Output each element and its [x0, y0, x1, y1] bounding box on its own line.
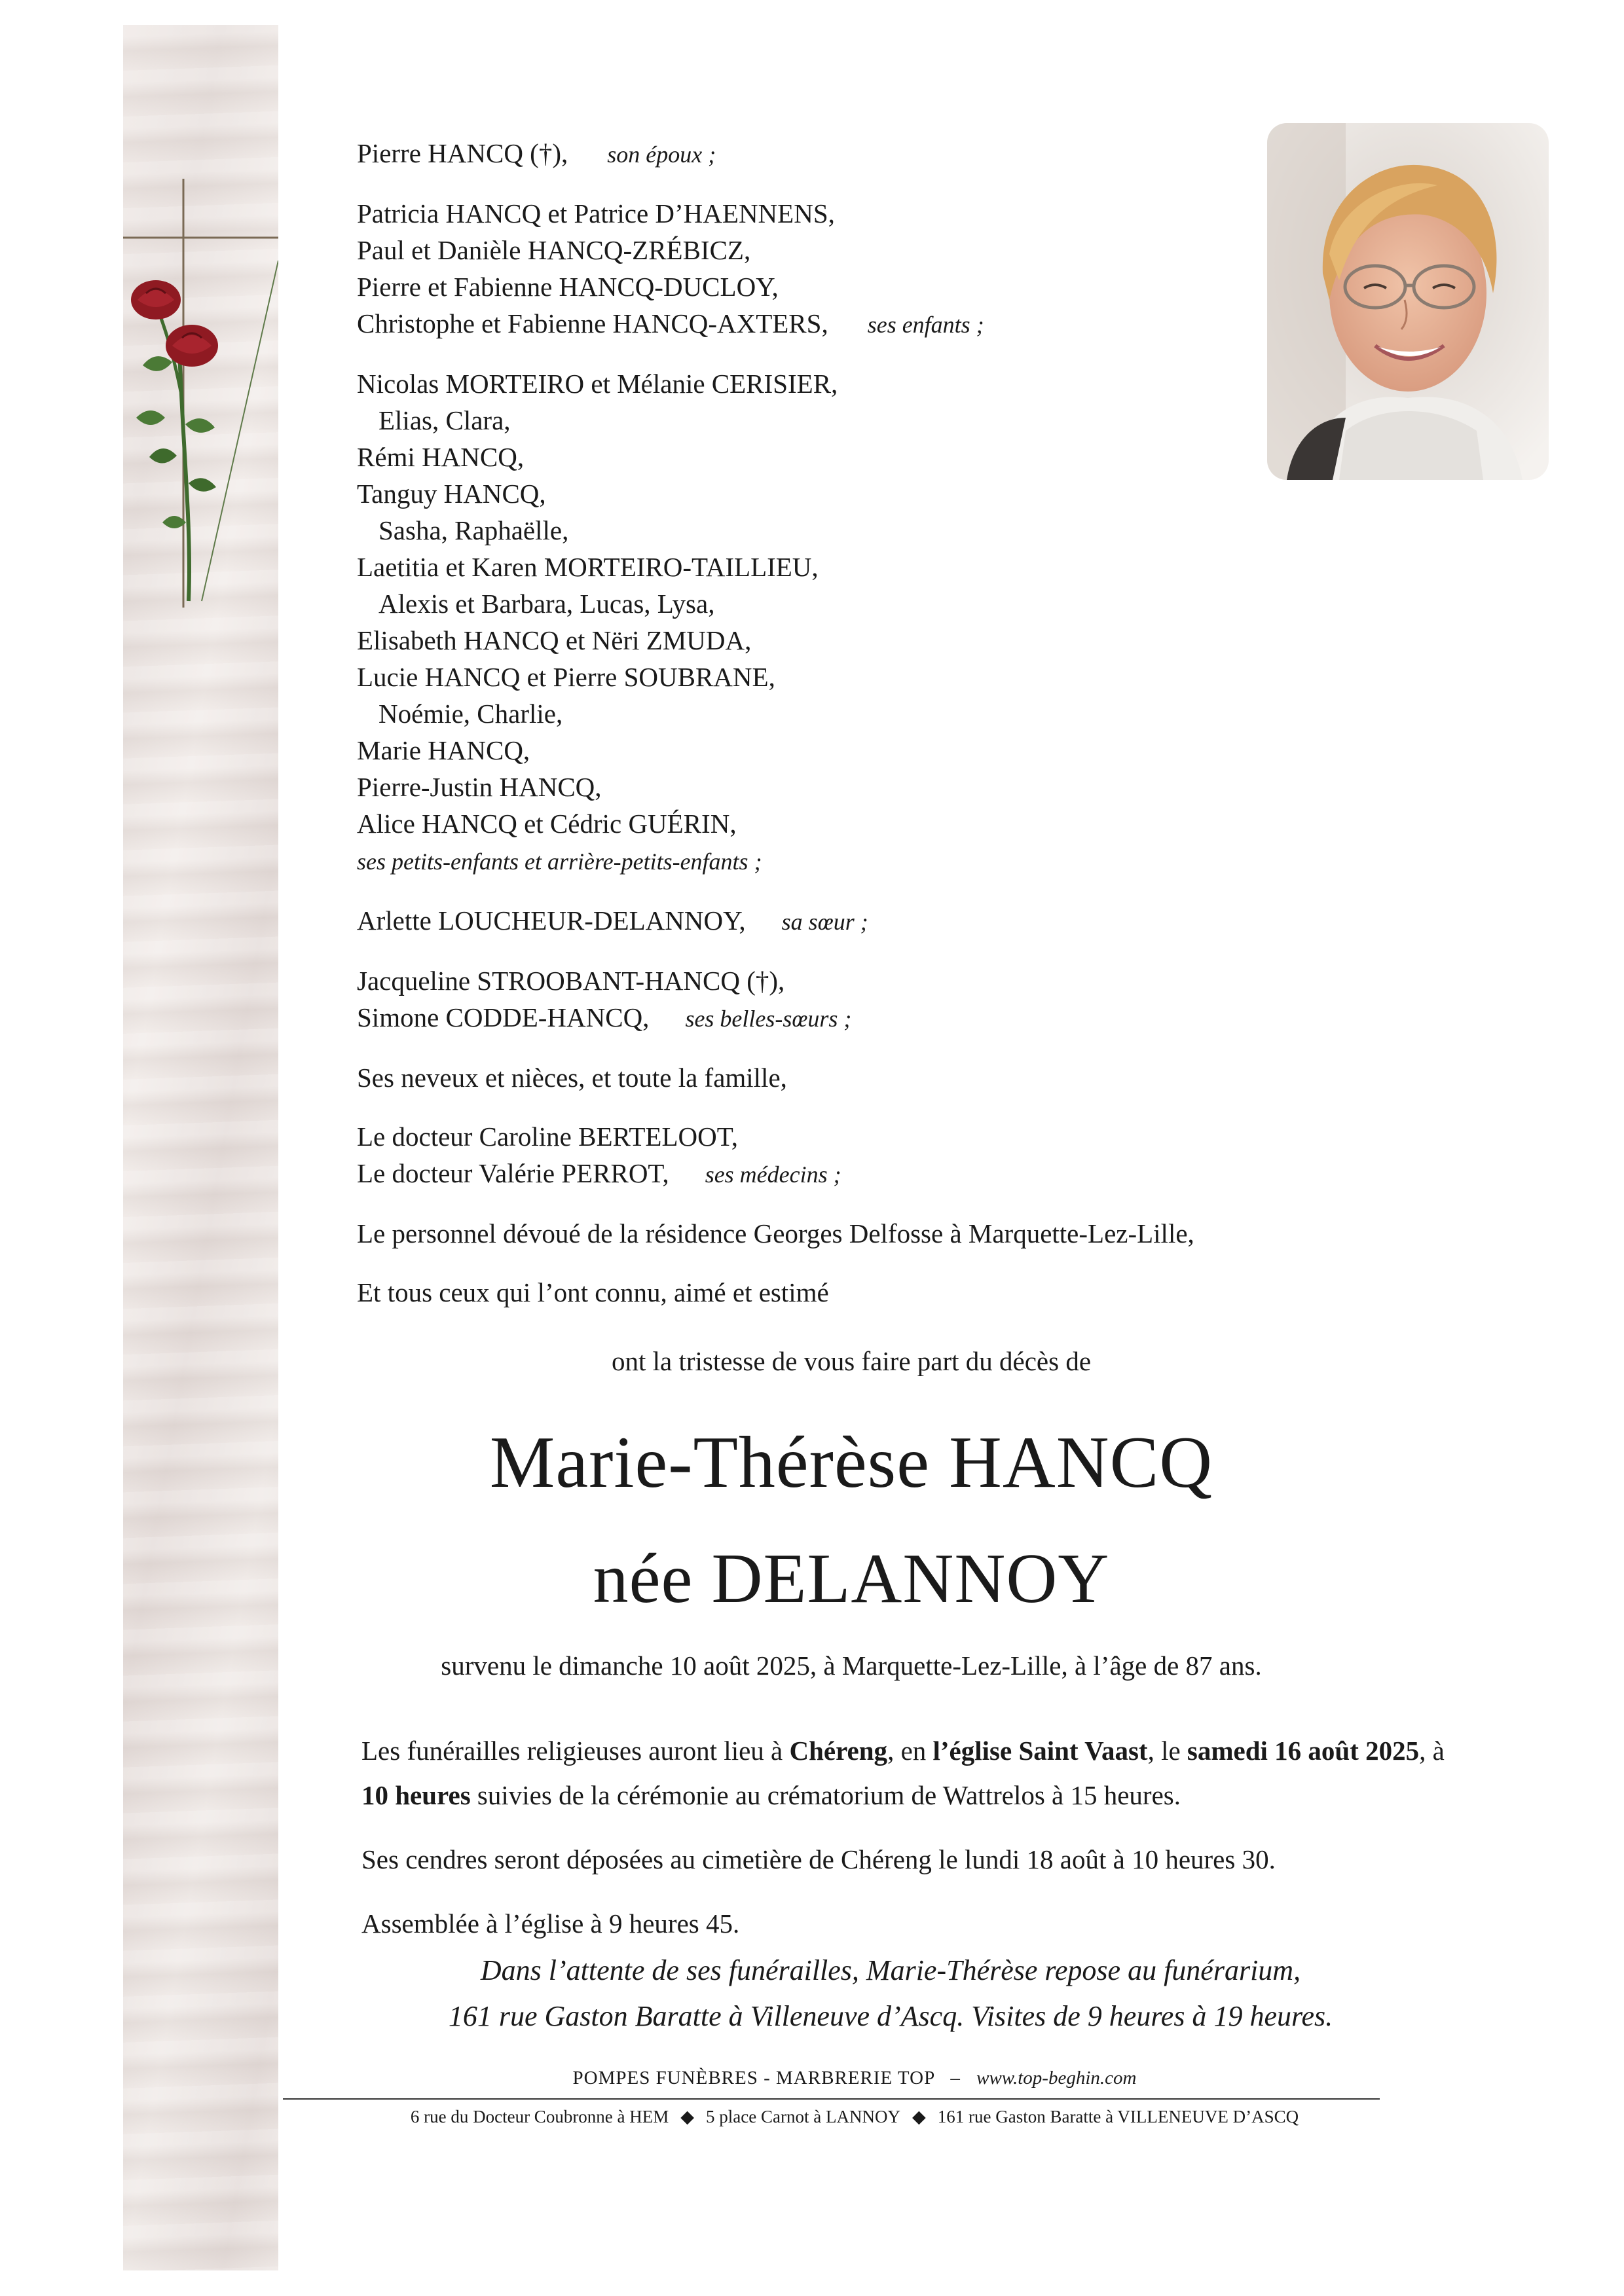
note-line-2: 161 rue Gaston Baratte à Villeneuve d’Ascq. Visites de 9 heures à 19 heures.	[448, 2000, 1333, 2032]
funeral-details	[361, 1728, 1475, 1946]
company-name: POMPES FUNÈBRES - MARBRERIE TOP	[572, 2068, 935, 2088]
family-list	[357, 135, 1287, 1311]
note-line-1: Dans l’attente de ses funérailles, Marie-Thérèse repose au funérarium,	[480, 1954, 1301, 1986]
spouse-line	[357, 135, 1287, 173]
doctor-name: Le docteur Valérie PERROT,	[357, 1158, 669, 1188]
sister-in-law-line	[357, 999, 1287, 1037]
footer-divider	[283, 2098, 1380, 2100]
grandchild-line: Noémie, Charlie,	[378, 699, 563, 729]
sister-role: sa sœur ;	[781, 909, 868, 935]
child-line: Pierre et Fabienne HANCQ-DUCLOY,	[357, 272, 779, 302]
announcement: ont la tristesse de vous faire part du décès de	[611, 1346, 1092, 1376]
sisters-in-law-role: ses belles-sœurs ;	[685, 1006, 852, 1032]
grandchild-line: Elias, Clara,	[378, 405, 511, 435]
grandchild-line: Tanguy HANCQ,	[357, 479, 546, 509]
footer-addresses	[0, 2107, 1624, 2127]
doctors-role: ses médecins ;	[705, 1161, 841, 1188]
grandchild-line: Laetitia et Karen MORTEIRO-TAILLIEU,	[357, 552, 819, 582]
sister-line	[357, 902, 1287, 940]
sister-in-law-name: Simone CODDE-HANCQ,	[357, 1002, 650, 1032]
address-hem: 6 rue du Docteur Coubronne à HEM	[410, 2107, 669, 2126]
child-line	[357, 305, 1287, 343]
address-lannoy: 5 place Carnot à LANNOY	[706, 2107, 900, 2126]
funeral-time: 10 heures	[361, 1780, 471, 1810]
spouse-role: son époux ;	[607, 141, 716, 168]
deceased-maiden-name: née DELANNOY	[593, 1540, 1110, 1618]
address-villeneuve: 161 rue Gaston Baratte à VILLENEUVE D’ASCQ	[937, 2107, 1299, 2126]
grandchildren-role: ses petits-enfants et arrière-petits-enfants ;	[357, 848, 762, 875]
others-line: Et tous ceux qui l’ont connu, aimé et estimé	[357, 1277, 829, 1307]
nephews-line: Ses neveux et nièces, et toute la famille,	[357, 1063, 787, 1093]
death-info: survenu le dimanche 10 août 2025, à Marquette-Lez-Lille, à l’âge de 87 ans.	[441, 1650, 1262, 1681]
footer-dash: –	[950, 2068, 961, 2088]
grandchild-line: Nicolas MORTEIRO et Mélanie CERISIER,	[357, 369, 838, 399]
grandchild-line: Pierre-Justin HANCQ,	[357, 772, 602, 802]
ashes-paragraph: Ses cendres seront déposées au cimetière de Chéreng le lundi 18 août à 10 heures 30.	[361, 1844, 1276, 1874]
grandchild-line: Rémi HANCQ,	[357, 442, 525, 472]
decorative-side-strip	[123, 25, 278, 2270]
separator-icon: ◆	[912, 2107, 926, 2126]
doctor-line	[357, 1155, 1287, 1193]
separator-icon: ◆	[680, 2107, 695, 2126]
spouse-name: Pierre HANCQ (†),	[357, 138, 568, 168]
grandchild-line: Elisabeth HANCQ et Nëri ZMUDA,	[357, 625, 752, 655]
sister-name: Arlette LOUCHEUR-DELANNOY,	[357, 905, 746, 936]
funerarium-note	[0, 1948, 1624, 2039]
footer-company	[0, 2068, 1624, 2089]
grandchild-line: Alexis et Barbara, Lucas, Lysa,	[378, 589, 715, 619]
doctor-line: Le docteur Caroline BERTELOOT,	[357, 1121, 738, 1152]
funeral-place: Chéreng	[789, 1736, 888, 1766]
funeral-date: samedi 16 août 2025	[1187, 1736, 1420, 1766]
child-line: Patricia HANCQ et Patrice D’HAENNENS,	[357, 198, 835, 228]
deceased-name: Marie-Thérèse HANCQ	[489, 1422, 1213, 1503]
grandchild-line: Marie HANCQ,	[357, 735, 530, 765]
portrait-image	[1267, 123, 1549, 480]
website-link[interactable]: www.top-beghin.com	[976, 2068, 1137, 2088]
staff-line: Le personnel dévoué de la résidence Georges Delfosse à Marquette-Lez-Lille,	[357, 1218, 1194, 1248]
sister-in-law-line: Jacqueline STROOBANT-HANCQ (†),	[357, 966, 785, 996]
funeral-church: l’église Saint Vaast	[932, 1736, 1148, 1766]
child-name: Christophe et Fabienne HANCQ-AXTERS,	[357, 308, 828, 338]
funeral-paragraph: Les funérailles religieuses auront lieu à Chéreng, en l’église Saint Vaast, le samedi 16 août 2025, à 10 heures suivies de la cérémonie au crématorium de Wattrelos à 15 heures.	[361, 1736, 1445, 1810]
children-role: ses enfants ;	[867, 312, 984, 338]
grandchild-line: Sasha, Raphaëlle,	[378, 515, 569, 545]
grandchild-line: Lucie HANCQ et Pierre SOUBRANE,	[357, 662, 775, 692]
child-line: Paul et Danièle HANCQ-ZRÉBICZ,	[357, 235, 751, 265]
cross-and-roses-icon	[123, 25, 278, 614]
grandchild-line: Alice HANCQ et Cédric GUÉRIN,	[357, 809, 737, 839]
assembly-paragraph: Assemblée à l’église à 9 heures 45.	[361, 1908, 740, 1939]
portrait-photo	[1267, 123, 1549, 480]
